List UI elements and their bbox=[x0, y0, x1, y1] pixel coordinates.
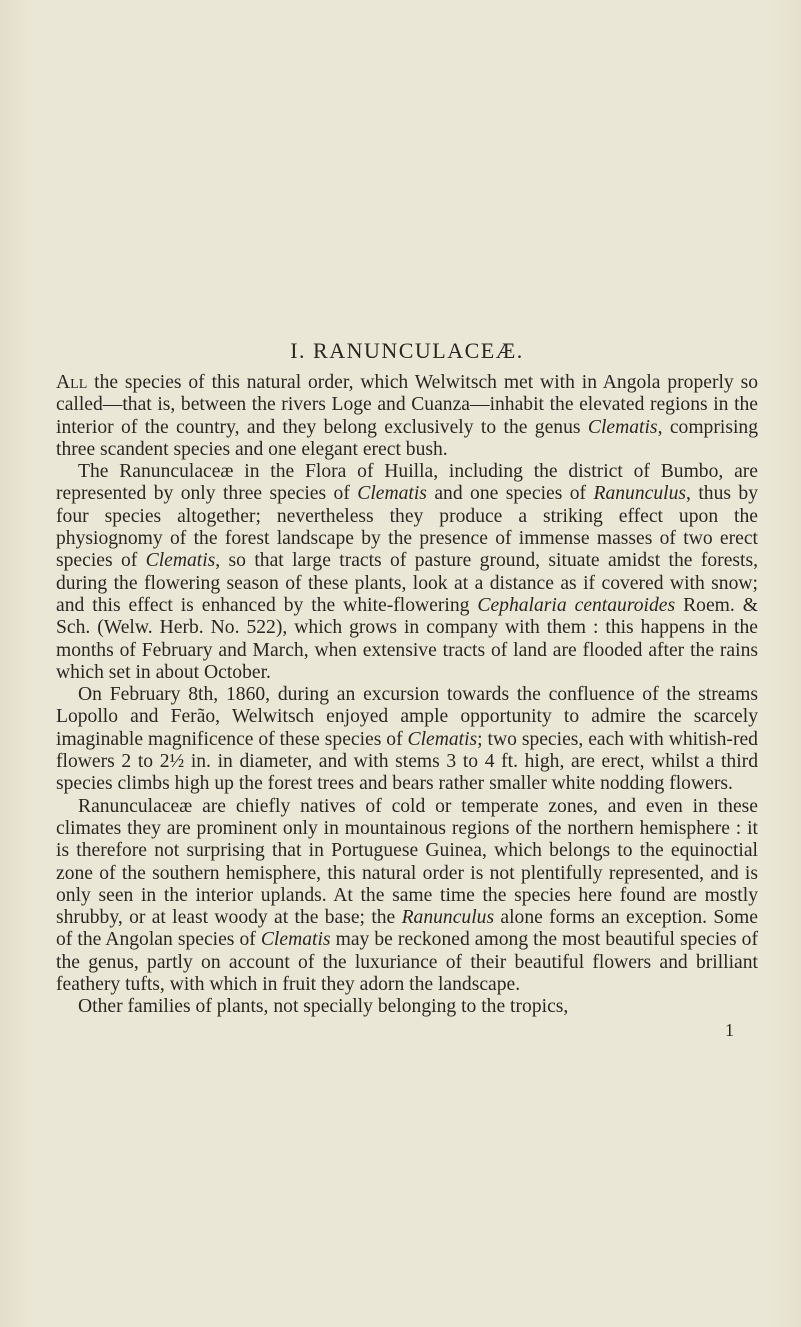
paragraph bbox=[56, 796, 758, 997]
text-run: , comprising three scandent species and one elegant erect bush. bbox=[56, 416, 758, 460]
genus-name: Clematis bbox=[260, 929, 331, 951]
text-run: ; two species, each with whitish-red flowers 2 to 2½ in. in diameter, and with stems 3 to 4 ft. high, are erect, whilst a third species climbs high up the forest trees and bears rather smaller white nodding flowers. bbox=[56, 728, 758, 795]
genus-name: Clematis bbox=[145, 550, 216, 572]
genus-name: Clematis bbox=[357, 483, 427, 505]
page-content bbox=[56, 338, 758, 1041]
lead-word: All bbox=[56, 372, 88, 393]
paragraph bbox=[56, 461, 758, 684]
species-name: Cephalaria centauroides bbox=[477, 594, 676, 616]
text-run: the species of this natural order, which Welwitsch met with in Angola properly so called—that is, between the rivers Loge and Cuanza—inhabit the elevated regions in the interior of the country, and they belong exclusively to the genus bbox=[56, 372, 758, 438]
text-run: , so that large tracts of pasture ground, situate amidst the forests, during the flowering season of these plants, look at a distance as if covered with snow; and this effect is enhanced by the white-flowering bbox=[56, 550, 758, 616]
text-run: alone forms an exception. Some of the Angolan species of bbox=[56, 907, 758, 951]
text-run: , thus by four species altogether; nevertheless they produce a striking effect upon the physiognomy of the forest landscape by the presence of immense masses of two erect species of bbox=[56, 483, 758, 572]
genus-name: Clematis bbox=[407, 728, 478, 750]
paragraph bbox=[56, 996, 758, 1018]
genus-name: Ranunculus bbox=[401, 907, 495, 929]
genus-name: Clematis bbox=[587, 416, 658, 438]
text-run: The Ranunculaceæ in the Flora of Huilla, including the district of Bumbo, are represented by only three species of bbox=[56, 461, 758, 505]
page-number: 1 bbox=[725, 1019, 734, 1040]
text-run: Roem. & Sch. (Welw. Herb. No. 522), which grows in company with them : this happens in the months of February and March, when extensive tracts of land are flooded after the rains which set in about October. bbox=[56, 594, 758, 683]
text-run: and one species of bbox=[426, 483, 594, 505]
paragraph bbox=[56, 372, 758, 461]
text-run: Other families of plants, not specially belonging to the tropics, bbox=[78, 996, 569, 1018]
text-run: On February 8th, 1860, during an excursion towards the confluence of the streams Lopollo and Ferão, Welwitsch enjoyed ample opportunity to admire the scarcely imaginable magnificence of these species of bbox=[56, 684, 758, 750]
text-run: may be reckoned among the most beautiful species of the genus, partly on account of the luxuriance of their beautiful flowers and brilliant feathery tufts, with which in fruit they adorn the landscape. bbox=[56, 929, 758, 996]
genus-name: Ranunculus bbox=[593, 483, 687, 505]
text-run: Ranunculaceæ are chiefly natives of cold or temperate zones, and even in these climates they are prominent only in mountainous regions of the northern hemisphere : it is therefore not surprising that in Portuguese Guinea, which belongs to the equinoctial zone of the southern hemisphere, this natural order is not plentifully represented, and is only seen in the interior uplands. At the same time the species here found are mostly shrubby, or at least woody at the base; the bbox=[56, 795, 758, 929]
chapter-heading: I. RANUNCULACEÆ. bbox=[290, 338, 524, 363]
paragraph bbox=[56, 684, 758, 795]
